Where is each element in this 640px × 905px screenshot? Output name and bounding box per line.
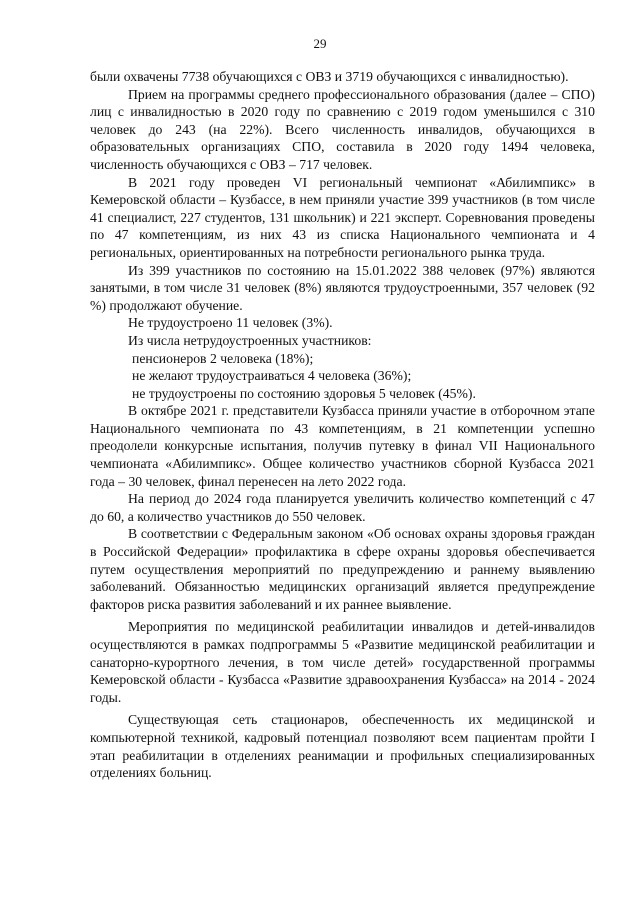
paragraph-abilympics-regional: В 2021 году проведен VI региональный чемпионат «Абилимпикс» в Кемеровской области – Кузбассе, в нем приняли участие 399 участников (в том числе 41 специалист, 227 студентов, 131 школьник) и 221 эксперт. Соревнования проведены по 47 компетенциям, из них 43 из списка Национального чемпионата и 4 региональных, ориентированных на потребности регионального рынка труда. [90,174,595,260]
paragraph-hospital-network: Существующая сеть стационаров, обеспеченность их медицинской и компьютерной техникой, кадровый потенциал позволяют всем пациентам пройти I этап реабилитации в отделениях реанимации и профильных специализированных отделениях больниц. [90,712,595,781]
paragraph-participants-employment: Из 399 участников по состоянию на 15.01.2022 388 человек (97%) являются занятыми, в том числе 31 человек (8%) являются трудоустроенными, 357 человек (92 %) продолжают обучение. [90,262,595,313]
paragraph-continuation: были охвачены 7738 обучающихся с ОВЗ и 3719 обучающихся с инвалидностью). [90,69,569,84]
paragraph-national-championship: В октябре 2021 г. представители Кузбасса приняли участие в отборочном этапе Национального чемпионата по 43 компетенциям, в 21 компетенции успешно преодолели конкурсные испытания, получив путевку в финал VII Национального чемпионата «Абилимпикс». Общее количество участников сборной Кузбасса 2021 года – 30 человек, финал перенесен на лето 2022 года. [90,403,595,489]
list-item: не трудоустроены по состоянию здоровья 5 человек (45%). [132,385,476,401]
paragraph-spo-admission: Прием на программы среднего профессионального образования (далее – СПО) лиц с инвалидностью в 2020 году по сравнению с 2019 годом уменьшился с 310 человек до 243 (на 22%). Всего численность инвалидов, обучающихся в образовательных организациях СПО, составила в 2020 году 1494 человека, численность обучающихся с ОВЗ – 717 человек. [90,86,595,172]
document-body [90,68,595,782]
list-item: пенсионеров 2 человека (18%); [132,350,314,366]
paragraph-rehabilitation: Мероприятия по медицинской реабилитации инвалидов и детей-инвалидов осуществляются в рамках подпрограммы 5 «Развитие медицинской реабилитации и санаторно-курортного лечения, в том числе детей» государственной программы Кемеровской области - Кузбасса «Развитие здравоохранения Кузбасса» на 2014 - 2024 годы. [90,619,595,705]
paragraph-federal-law: В соответствии с Федеральным законом «Об основах охраны здоровья граждан в Российской Федерации» профилактика в сфере охраны здоровья обеспечивается путем осуществления мероприятий по предупреждению и раннему выявлению заболеваний. Обязанностью медицинских организаций является предупреждение факторов риска развития заболеваний и их раннее выявление. [90,526,595,612]
paragraph-plan-2024: На период до 2024 года планируется увеличить количество компетенций с 47 до 60, а количество участников до 550 человек. [90,491,595,524]
paragraph-not-employed: Не трудоустроено 11 человек (3%). [128,315,333,331]
paragraph-unemployed-intro: Из числа нетрудоустроенных участников: [128,332,372,348]
list-item: не желают трудоустраиваться 4 человека (36%); [132,368,412,384]
page-number: 29 [313,36,327,51]
